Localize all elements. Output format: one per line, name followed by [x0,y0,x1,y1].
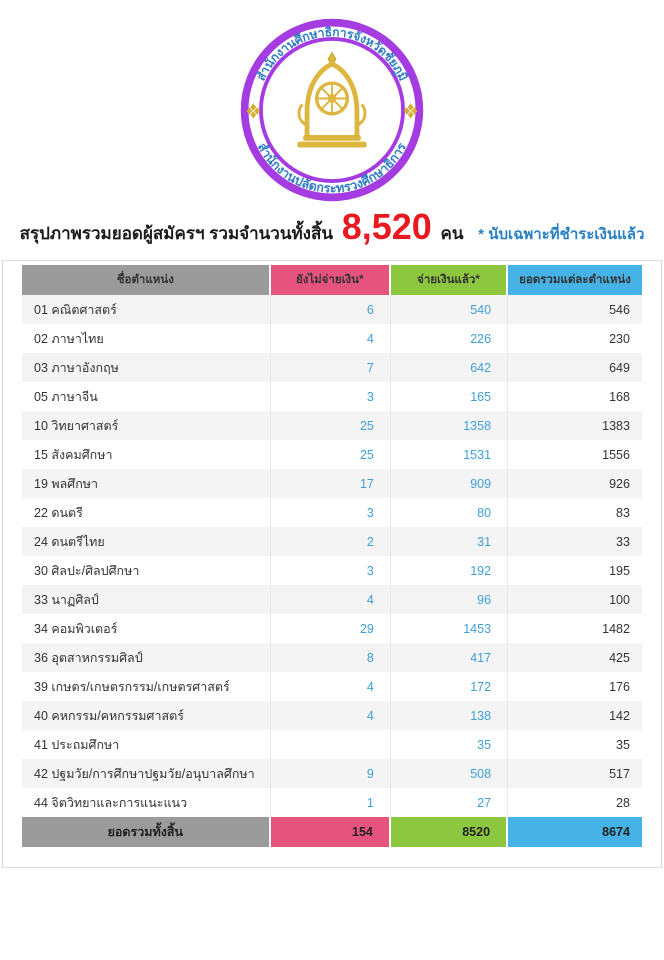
cell-name: 41 ประถมศึกษา [22,730,271,759]
cell-total: 33 [616,534,630,549]
cell-unpaid[interactable]: 1 [271,788,391,817]
table-row [22,643,642,672]
cell-unpaid[interactable]: 4 [271,672,391,701]
cell-paid[interactable]: 80 [391,498,508,527]
cell-total: 546 [609,302,630,317]
cell-name: 34 คอมพิวเตอร์ [22,614,271,643]
cell-paid[interactable]: 508 [391,759,508,788]
cell-unpaid[interactable]: 8 [271,643,391,672]
cell-name: 02 ภาษาไทย [22,324,271,353]
cell-unpaid[interactable]: 3 [271,382,391,411]
cell-name: 05 ภาษาจีน [22,382,271,411]
cell-total: 517 [609,766,630,781]
cell-paid[interactable]: 165 [391,382,508,411]
svg-text:สำนักงานปลัดกระทรวงศึกษาธิการ [255,140,409,195]
cell-unpaid[interactable]: 17 [271,469,391,498]
cell-name: 39 เกษตร/เกษตรกรรม/เกษตรศาสตร์ [22,672,271,701]
cell-name: 15 สังคมศึกษา [22,440,271,469]
seal-top-text: สำนักงานศึกษาธิการจังหวัดชัยภูมิ [253,25,411,84]
applicants-table [22,265,642,847]
header-not-yet-paid: ยังไม่จ่ายเงิน* [271,265,391,295]
header-paid: จ่ายเงินแล้ว* [391,265,508,295]
table-row [22,788,642,817]
cell-name: 33 นาฏศิลป์ [22,585,271,614]
cell-paid[interactable]: 96 [391,585,508,614]
cell-name: 24 ดนตรีไทย [22,527,271,556]
cell-paid[interactable]: 642 [391,353,508,382]
cell-unpaid[interactable]: 25 [271,440,391,469]
footer-paid-total: 8520 [391,817,508,847]
cell-total: 83 [616,505,630,520]
cell-paid[interactable]: 909 [391,469,508,498]
cell-total: 649 [609,360,630,375]
table-row [22,556,642,585]
table-row [22,672,642,701]
cell-unpaid[interactable]: 6 [271,295,391,324]
agency-seal [0,0,664,206]
cell-unpaid[interactable]: 4 [271,701,391,730]
cell-paid[interactable]: 35 [391,730,508,759]
cell-name: 36 อุตสาหกรรมศิลป์ [22,643,271,672]
cell-total: 1482 [602,621,630,636]
footer-unpaid-total: 154 [271,817,391,847]
cell-paid[interactable]: 31 [391,527,508,556]
cell-paid[interactable]: 138 [391,701,508,730]
seal-emblem-icon [297,52,366,147]
cell-unpaid[interactable]: 3 [271,498,391,527]
table-row [22,440,642,469]
cell-unpaid[interactable]: 4 [271,585,391,614]
summary-title-unit: คน [440,224,464,243]
table-row [22,324,642,353]
summary-title-prefix: สรุปภาพรวมยอดผู้สมัครฯ รวมจำนวนทั้งสิ้น [19,224,333,243]
cell-unpaid [271,730,391,759]
cell-total: 1383 [602,418,630,433]
cell-name: 40 คหกรรม/คหกรรมศาสตร์ [22,701,271,730]
cell-unpaid[interactable]: 7 [271,353,391,382]
cell-name: 10 วิทยาศาสตร์ [22,411,271,440]
table-row [22,382,642,411]
header-total-per-position: ยอดรวมแต่ละตำแหน่ง [508,265,642,295]
cell-name: 42 ปฐมวัย/การศึกษาปฐมวัย/อนุบาลศึกษา [22,759,271,788]
cell-unpaid[interactable]: 9 [271,759,391,788]
report-card [2,260,662,868]
paid-only-note: * นับเฉพาะที่ชำระเงินแล้ว [478,226,645,243]
footer-grand-total-label: ยอดรวมทั้งสิ้น [22,817,271,847]
cell-name: 03 ภาษาอังกฤษ [22,353,271,382]
table-row [22,295,642,324]
cell-unpaid[interactable]: 29 [271,614,391,643]
cell-paid[interactable]: 540 [391,295,508,324]
summary-title [0,208,664,254]
cell-unpaid[interactable]: 2 [271,527,391,556]
cell-name: 01 คณิตศาสตร์ [22,295,271,324]
header-position-name: ชื่อตำแหน่ง [22,265,271,295]
cell-name: 19 พลศึกษา [22,469,271,498]
cell-total: 195 [609,563,630,578]
cell-unpaid[interactable]: 4 [271,324,391,353]
cell-total: 176 [609,679,630,694]
cell-paid[interactable]: 27 [391,788,508,817]
cell-paid[interactable]: 192 [391,556,508,585]
table-footer-row [22,817,642,847]
table-body [22,295,642,817]
table-row [22,411,642,440]
cell-total: 230 [609,331,630,346]
cell-total: 28 [616,795,630,810]
cell-name: 44 จิตวิทยาและการแนะแนว [22,788,271,817]
table-row [22,498,642,527]
table-row [22,730,642,759]
cell-total: 100 [609,592,630,607]
table-row [22,585,642,614]
grand-total-number: 8,520 [341,206,432,247]
cell-paid[interactable]: 226 [391,324,508,353]
cell-total: 926 [609,476,630,491]
cell-paid[interactable]: 1453 [391,614,508,643]
table-row [22,701,642,730]
table-row [22,527,642,556]
cell-total: 168 [609,389,630,404]
cell-unpaid[interactable]: 3 [271,556,391,585]
cell-total: 35 [616,737,630,752]
table-row [22,353,642,382]
cell-paid[interactable]: 1358 [391,411,508,440]
seal-bottom-text: สำนักงานปลัดกระทรวงศึกษาธิการ [254,140,410,196]
cell-paid[interactable]: 1531 [391,440,508,469]
table-row [22,614,642,643]
cell-paid[interactable]: 172 [391,672,508,701]
cell-total: 1556 [602,447,630,462]
cell-total: 425 [609,650,630,665]
table-row [22,469,642,498]
table-row [22,759,642,788]
cell-name: 30 ศิลปะ/ศิลปศึกษา [22,556,271,585]
footer-overall-total: 8674 [508,817,642,847]
ministry-of-education-seal-icon [236,14,428,206]
cell-total: 142 [609,708,630,723]
cell-unpaid[interactable]: 25 [271,411,391,440]
cell-paid[interactable]: 417 [391,643,508,672]
table-header-row [22,265,642,295]
cell-name: 22 ดนตรี [22,498,271,527]
